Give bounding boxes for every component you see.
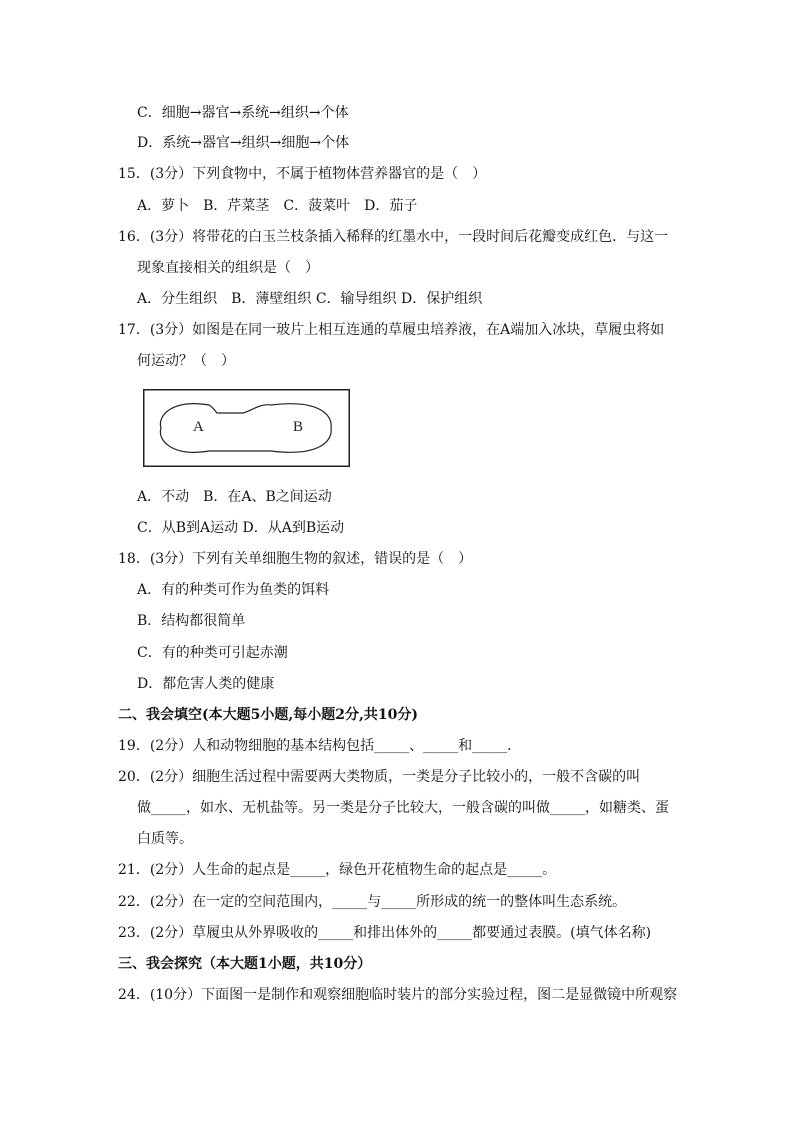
question-20-end: 白质等。	[137, 831, 193, 847]
q18-option-c: C．有的种类可引起赤潮	[137, 645, 288, 661]
q18-option-b: B．结构都很简单	[137, 613, 246, 629]
question-15: 15．(3分）下列食物中，不属于植物体营养器官的是（ ）	[118, 166, 487, 182]
q18-option-a: A．有的种类可作为鱼类的饵料	[137, 582, 330, 598]
label-b: B	[293, 419, 304, 435]
question-20: 20．(2分）细胞生活过程中需要两大类物质，一类是分子比较小的，一般不含碳的叫	[118, 769, 641, 785]
connected-culture-drops-outline	[160, 404, 331, 453]
question-21: 21．(2分）人生命的起点是_____，绿色开花植物生命的起点是_____。	[118, 862, 557, 878]
section-2-heading: 二、我会填空(本大题5小题,每小题2分,共10分)	[118, 707, 418, 723]
question-24: 24．(10分）下面图一是制作和观察细胞临时装片的部分实验过程，图二是显微镜中所观察	[118, 987, 678, 1003]
q14-option-c: C．细胞→器官→系统→组织→个体	[137, 105, 349, 121]
figure-frame	[144, 390, 350, 467]
question-20-continued: 做_____，如水、无机盐等。另一类是分子比较大，一般含碳的叫做_____，如糖类、蛋	[137, 800, 669, 816]
paramecium-slide-figure	[143, 389, 350, 467]
question-16-continued: 现象直接相关的组织是（ ）	[137, 260, 319, 276]
q17-options-cd: C．从B到A运动 D．从A到B运动	[137, 520, 345, 536]
question-17-continued: 何运动？（ ）	[137, 353, 235, 369]
q15-options: A．萝卜 B．芹菜茎 C．菠菜叶 D．茄子	[137, 198, 418, 214]
q14-option-d: D．系统→器官→组织→细胞→个体	[137, 135, 350, 151]
question-22: 22．(2分）在一定的空间范围内，_____与_____所形成的统一的整体叫生态系统。	[118, 894, 627, 910]
q16-options: A．分生组织 B．薄壁组织 C．输导组织 D．保护组织	[137, 291, 483, 307]
section-3-heading: 三、我会探究（本大题1小题，共10分）	[118, 956, 372, 972]
label-a: A	[193, 419, 204, 435]
question-19: 19．(2分）人和动物细胞的基本结构包括_____、_____和_____．	[118, 738, 522, 754]
question-23: 23．(2分）草履虫从外界吸收的_____和排出体外的_____都要通过表膜。(填气体名称)	[118, 925, 652, 941]
question-16: 16．(3分）将带花的白玉兰枝条插入稀释的红墨水中，一段时间后花瓣变成红色．与这一	[118, 229, 669, 245]
q18-option-d: D．都危害人类的健康	[137, 676, 275, 692]
q17-options-ab: A．不动 B．在A、B之间运动	[137, 489, 332, 505]
question-18: 18．(3分）下列有关单细胞生物的叙述，错误的是（ ）	[118, 551, 473, 567]
question-17: 17．(3分）如图是在同一玻片上相互连通的草履虫培养液，在A端加入冰块，草履虫将如	[118, 322, 665, 338]
